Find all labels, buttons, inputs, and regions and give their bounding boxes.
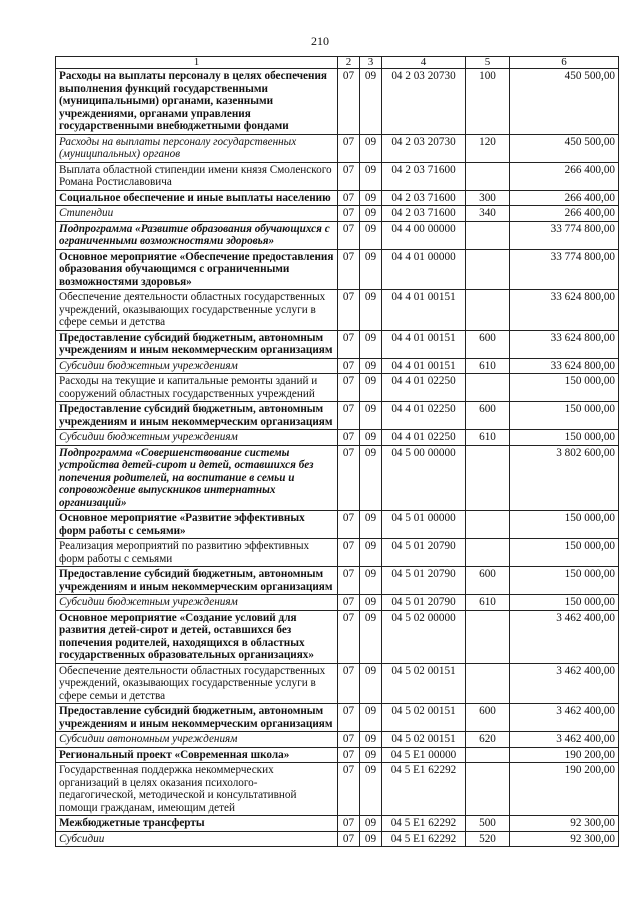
row-expense-type-cell <box>466 610 510 663</box>
table-row <box>56 816 619 832</box>
row-subsection-cell: 09 <box>360 595 382 611</box>
row-section-cell: 07 <box>338 445 360 511</box>
row-section-cell: 07 <box>338 206 360 222</box>
table-row <box>56 402 619 430</box>
row-subsection-cell: 09 <box>360 190 382 206</box>
row-amount-cell: 150 000,00 <box>510 567 619 595</box>
row-expense-type-cell: 120 <box>466 134 510 162</box>
row-expense-type-cell <box>466 221 510 249</box>
row-target-article-cell: 04 5 E1 62292 <box>382 816 466 832</box>
row-expense-type-cell: 600 <box>466 704 510 732</box>
row-amount-cell: 3 802 600,00 <box>510 445 619 511</box>
row-name-cell: Предоставление субсидий бюджетным, автономным учреждениям и иным некоммерческим организациям <box>56 402 338 430</box>
table-row <box>56 610 619 663</box>
row-section-cell: 07 <box>338 358 360 374</box>
header-col-4: 4 <box>382 57 466 69</box>
row-name-cell: Субсидии <box>56 831 338 847</box>
table-row <box>56 134 619 162</box>
table-row <box>56 69 619 135</box>
row-amount-cell: 150 000,00 <box>510 374 619 402</box>
table-row <box>56 206 619 222</box>
table-row <box>56 747 619 763</box>
table-row <box>56 445 619 511</box>
row-section-cell: 07 <box>338 402 360 430</box>
row-amount-cell: 33 774 800,00 <box>510 221 619 249</box>
row-expense-type-cell: 610 <box>466 358 510 374</box>
row-expense-type-cell <box>466 747 510 763</box>
row-name-cell: Подпрограмма «Совершенствование системы устройства детей-сирот и детей, оставшихся без попечения родителей, на воспитание в семьи и сопровождение выпускников интернатных организаций» <box>56 445 338 511</box>
header-col-1: 1 <box>56 57 338 69</box>
row-target-article-cell: 04 4 01 02250 <box>382 374 466 402</box>
row-section-cell: 07 <box>338 732 360 748</box>
table-row <box>56 595 619 611</box>
row-amount-cell: 33 624 800,00 <box>510 358 619 374</box>
row-subsection-cell: 09 <box>360 704 382 732</box>
table-row <box>56 732 619 748</box>
row-amount-cell: 3 462 400,00 <box>510 704 619 732</box>
page-number: 210 <box>311 34 329 48</box>
row-section-cell: 07 <box>338 704 360 732</box>
row-subsection-cell: 09 <box>360 358 382 374</box>
row-amount-cell: 450 500,00 <box>510 134 619 162</box>
table-row <box>56 567 619 595</box>
row-section-cell: 07 <box>338 190 360 206</box>
budget-table <box>55 56 619 847</box>
row-expense-type-cell: 610 <box>466 595 510 611</box>
row-amount-cell: 33 624 800,00 <box>510 290 619 331</box>
row-subsection-cell: 09 <box>360 162 382 190</box>
row-target-article-cell: 04 5 02 00000 <box>382 610 466 663</box>
table-row <box>56 249 619 290</box>
row-name-cell: Субсидии бюджетным учреждениям <box>56 595 338 611</box>
row-subsection-cell: 09 <box>360 663 382 704</box>
row-target-article-cell: 04 5 01 20790 <box>382 567 466 595</box>
row-name-cell: Стипендии <box>56 206 338 222</box>
row-target-article-cell: 04 4 01 00151 <box>382 330 466 358</box>
row-section-cell: 07 <box>338 763 360 816</box>
row-name-cell: Реализация мероприятий по развитию эффективных форм работы с семьями <box>56 539 338 567</box>
row-amount-cell: 266 400,00 <box>510 162 619 190</box>
table-row <box>56 290 619 331</box>
row-subsection-cell: 09 <box>360 221 382 249</box>
row-target-article-cell: 04 5 01 20790 <box>382 595 466 611</box>
row-amount-cell: 33 624 800,00 <box>510 330 619 358</box>
row-name-cell: Обеспечение деятельности областных государственных учреждений, оказывающих государственные услуги в сфере семьи и детства <box>56 663 338 704</box>
row-target-article-cell: 04 5 02 00151 <box>382 732 466 748</box>
table-row <box>56 358 619 374</box>
table-header-row <box>56 57 619 69</box>
row-section-cell: 07 <box>338 595 360 611</box>
row-section-cell: 07 <box>338 747 360 763</box>
row-target-article-cell: 04 5 01 00000 <box>382 511 466 539</box>
row-subsection-cell: 09 <box>360 374 382 402</box>
row-subsection-cell: 09 <box>360 567 382 595</box>
row-target-article-cell: 04 2 03 71600 <box>382 206 466 222</box>
row-subsection-cell: 09 <box>360 610 382 663</box>
row-subsection-cell: 09 <box>360 290 382 331</box>
table-row <box>56 663 619 704</box>
row-name-cell: Предоставление субсидий бюджетным, автономным учреждениям и иным некоммерческим организациям <box>56 567 338 595</box>
table-row <box>56 511 619 539</box>
row-section-cell: 07 <box>338 539 360 567</box>
row-amount-cell: 150 000,00 <box>510 430 619 446</box>
row-expense-type-cell: 340 <box>466 206 510 222</box>
row-section-cell: 07 <box>338 430 360 446</box>
row-subsection-cell: 09 <box>360 249 382 290</box>
row-name-cell: Обеспечение деятельности областных государственных учреждений, оказывающих государственные услуги в сфере семьи и детства <box>56 290 338 331</box>
row-section-cell: 07 <box>338 249 360 290</box>
row-subsection-cell: 09 <box>360 445 382 511</box>
row-name-cell: Расходы на текущие и капитальные ремонты зданий и сооружений областных государственных учреждений <box>56 374 338 402</box>
row-amount-cell: 3 462 400,00 <box>510 663 619 704</box>
row-amount-cell: 92 300,00 <box>510 816 619 832</box>
row-section-cell: 07 <box>338 567 360 595</box>
table-body <box>56 69 619 847</box>
row-expense-type-cell: 600 <box>466 330 510 358</box>
table-row <box>56 162 619 190</box>
row-target-article-cell: 04 5 02 00151 <box>382 704 466 732</box>
row-target-article-cell: 04 4 00 00000 <box>382 221 466 249</box>
row-name-cell: Подпрограмма «Развитие образования обучающихся с ограниченными возможностями здоровья» <box>56 221 338 249</box>
row-amount-cell: 150 000,00 <box>510 539 619 567</box>
row-name-cell: Региональный проект «Современная школа» <box>56 747 338 763</box>
row-target-article-cell: 04 2 03 71600 <box>382 190 466 206</box>
header-col-2: 2 <box>338 57 360 69</box>
row-amount-cell: 150 000,00 <box>510 402 619 430</box>
row-section-cell: 07 <box>338 831 360 847</box>
table-row <box>56 763 619 816</box>
row-amount-cell: 266 400,00 <box>510 190 619 206</box>
row-subsection-cell: 09 <box>360 511 382 539</box>
row-target-article-cell: 04 4 01 00151 <box>382 290 466 331</box>
table-row <box>56 374 619 402</box>
row-expense-type-cell <box>466 162 510 190</box>
row-subsection-cell: 09 <box>360 539 382 567</box>
row-expense-type-cell <box>466 290 510 331</box>
row-name-cell: Расходы на выплаты персоналу в целях обеспечения выполнения функций государственными (муниципальными) органами, казенными учреждениями, органами управления государственными внебюджетными фондами <box>56 69 338 135</box>
row-section-cell: 07 <box>338 290 360 331</box>
table-row <box>56 221 619 249</box>
row-section-cell: 07 <box>338 511 360 539</box>
row-name-cell: Субсидии бюджетным учреждениям <box>56 430 338 446</box>
row-expense-type-cell: 500 <box>466 816 510 832</box>
row-expense-type-cell <box>466 374 510 402</box>
row-amount-cell: 33 774 800,00 <box>510 249 619 290</box>
row-subsection-cell: 09 <box>360 831 382 847</box>
header-col-6: 6 <box>510 57 619 69</box>
row-expense-type-cell: 100 <box>466 69 510 135</box>
row-target-article-cell: 04 2 03 20730 <box>382 69 466 135</box>
row-target-article-cell: 04 5 00 00000 <box>382 445 466 511</box>
row-subsection-cell: 09 <box>360 816 382 832</box>
row-target-article-cell: 04 5 E1 00000 <box>382 747 466 763</box>
row-section-cell: 07 <box>338 610 360 663</box>
row-amount-cell: 150 000,00 <box>510 595 619 611</box>
row-section-cell: 07 <box>338 69 360 135</box>
row-section-cell: 07 <box>338 663 360 704</box>
row-amount-cell: 266 400,00 <box>510 206 619 222</box>
row-expense-type-cell: 600 <box>466 402 510 430</box>
row-subsection-cell: 09 <box>360 763 382 816</box>
row-amount-cell: 190 200,00 <box>510 747 619 763</box>
row-target-article-cell: 04 4 01 02250 <box>382 402 466 430</box>
row-expense-type-cell: 300 <box>466 190 510 206</box>
row-target-article-cell: 04 4 01 00000 <box>382 249 466 290</box>
row-name-cell: Основное мероприятие «Создание условий для развития детей-сирот и детей, оставшихся без попечения родителей, находящихся в областных государственных образовательных организациях» <box>56 610 338 663</box>
row-target-article-cell: 04 5 E1 62292 <box>382 831 466 847</box>
row-expense-type-cell <box>466 663 510 704</box>
row-target-article-cell: 04 2 03 71600 <box>382 162 466 190</box>
row-expense-type-cell <box>466 445 510 511</box>
header-col-3: 3 <box>360 57 382 69</box>
row-section-cell: 07 <box>338 162 360 190</box>
row-name-cell: Межбюджетные трансферты <box>56 816 338 832</box>
row-expense-type-cell: 520 <box>466 831 510 847</box>
row-section-cell: 07 <box>338 134 360 162</box>
table-row <box>56 430 619 446</box>
row-target-article-cell: 04 4 01 02250 <box>382 430 466 446</box>
row-name-cell: Выплата областной стипендии имени князя Смоленского Романа Ростиславовича <box>56 162 338 190</box>
row-amount-cell: 3 462 400,00 <box>510 732 619 748</box>
row-name-cell: Субсидии автономным учреждениям <box>56 732 338 748</box>
row-name-cell: Предоставление субсидий бюджетным, автономным учреждениям и иным некоммерческим организациям <box>56 330 338 358</box>
row-amount-cell: 450 500,00 <box>510 69 619 135</box>
row-subsection-cell: 09 <box>360 402 382 430</box>
row-expense-type-cell <box>466 249 510 290</box>
row-amount-cell: 150 000,00 <box>510 511 619 539</box>
row-target-article-cell: 04 2 03 20730 <box>382 134 466 162</box>
row-name-cell: Государственная поддержка некоммерческих организаций в целях оказания психолого-педагогической, методической и консультативной помощи гражданам, имеющим детей <box>56 763 338 816</box>
row-subsection-cell: 09 <box>360 206 382 222</box>
row-expense-type-cell: 610 <box>466 430 510 446</box>
table-row <box>56 704 619 732</box>
table-row <box>56 539 619 567</box>
row-amount-cell: 92 300,00 <box>510 831 619 847</box>
row-section-cell: 07 <box>338 221 360 249</box>
table-row <box>56 330 619 358</box>
row-expense-type-cell <box>466 539 510 567</box>
row-target-article-cell: 04 5 02 00151 <box>382 663 466 704</box>
table-row <box>56 831 619 847</box>
row-name-cell: Основное мероприятие «Развитие эффективных форм работы с семьями» <box>56 511 338 539</box>
row-name-cell: Предоставление субсидий бюджетным, автономным учреждениям и иным некоммерческим организациям <box>56 704 338 732</box>
row-subsection-cell: 09 <box>360 69 382 135</box>
row-name-cell: Субсидии бюджетным учреждениям <box>56 358 338 374</box>
row-amount-cell: 190 200,00 <box>510 763 619 816</box>
row-target-article-cell: 04 5 E1 62292 <box>382 763 466 816</box>
row-subsection-cell: 09 <box>360 430 382 446</box>
row-expense-type-cell <box>466 763 510 816</box>
row-expense-type-cell: 620 <box>466 732 510 748</box>
row-amount-cell: 3 462 400,00 <box>510 610 619 663</box>
row-section-cell: 07 <box>338 816 360 832</box>
row-name-cell: Социальное обеспечение и иные выплаты населению <box>56 190 338 206</box>
table-row <box>56 190 619 206</box>
row-expense-type-cell: 600 <box>466 567 510 595</box>
row-name-cell: Расходы на выплаты персоналу государственных (муниципальных) органов <box>56 134 338 162</box>
row-expense-type-cell <box>466 511 510 539</box>
header-col-5: 5 <box>466 57 510 69</box>
row-subsection-cell: 09 <box>360 732 382 748</box>
row-subsection-cell: 09 <box>360 330 382 358</box>
row-target-article-cell: 04 4 01 00151 <box>382 358 466 374</box>
row-subsection-cell: 09 <box>360 134 382 162</box>
row-section-cell: 07 <box>338 330 360 358</box>
row-subsection-cell: 09 <box>360 747 382 763</box>
row-target-article-cell: 04 5 01 20790 <box>382 539 466 567</box>
row-section-cell: 07 <box>338 374 360 402</box>
row-name-cell: Основное мероприятие «Обеспечение предоставления образования обучающимся с ограниченными возможностями здоровья» <box>56 249 338 290</box>
